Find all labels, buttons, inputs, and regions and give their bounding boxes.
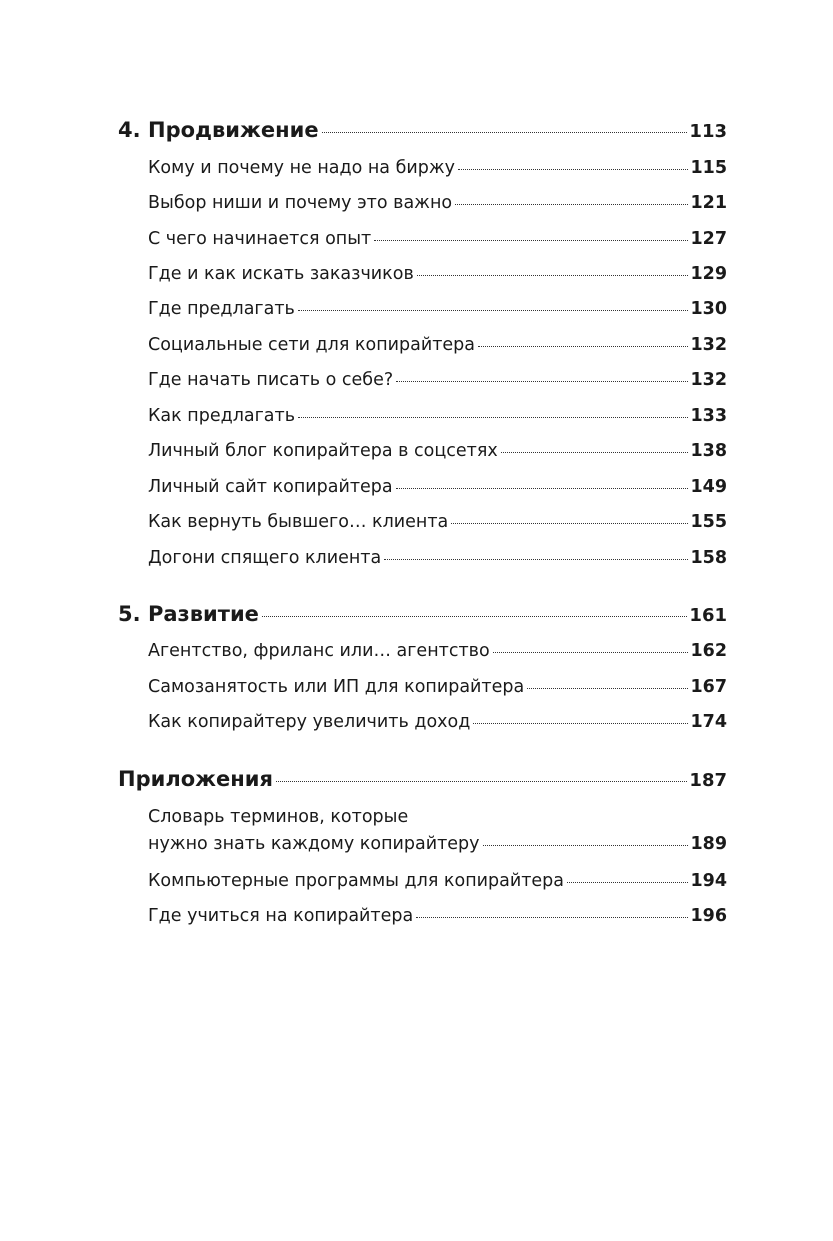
page-number: 155 [690, 512, 727, 532]
page-number: 115 [690, 158, 727, 178]
chapter-number: 5. [118, 602, 141, 626]
dot-leader [501, 452, 689, 453]
entry-title: Социальные сети для копирайтера [148, 335, 476, 355]
page-number: 127 [690, 229, 727, 249]
entry-title: Самозанятость или ИП для копирайтера [148, 677, 525, 697]
toc-chapter-5[interactable] [118, 602, 727, 626]
toc-entry[interactable] [148, 229, 727, 249]
toc-entry[interactable] [148, 264, 727, 284]
entry-title-line-1: Словарь терминов, которые [148, 807, 409, 827]
dot-leader [458, 169, 688, 170]
entry-title: Как предлагать [148, 406, 296, 426]
toc-entry[interactable] [148, 299, 727, 319]
toc-entry[interactable] [148, 806, 727, 854]
entry-title: Выбор ниши и почему это важно [148, 193, 453, 213]
entry-title: Где и как искать заказчиков [148, 264, 414, 284]
toc-entry[interactable] [148, 871, 727, 891]
toc-entry[interactable] [148, 193, 727, 213]
dot-leader [451, 523, 688, 524]
chapter-title: Развитие [148, 602, 259, 626]
toc-entry[interactable] [148, 335, 727, 355]
page-number: 113 [689, 121, 727, 142]
page-number: 196 [690, 906, 727, 926]
dot-leader [396, 381, 688, 382]
page-number: 187 [689, 770, 727, 791]
entry-title: Где учиться на копирайтера [148, 906, 414, 926]
page-number: 174 [690, 712, 727, 732]
page-number: 167 [690, 677, 727, 697]
page-number: 189 [690, 834, 727, 854]
page-number: 158 [690, 548, 727, 568]
page-number: 138 [690, 441, 727, 461]
page-number: 129 [690, 264, 727, 284]
page-number: 132 [690, 335, 727, 355]
dot-leader [478, 346, 688, 347]
entry-title: Где начать писать о себе? [148, 370, 394, 390]
page-number: 161 [689, 605, 727, 626]
entry-title: С чего начинается опыт [148, 229, 372, 249]
toc-entry[interactable] [148, 370, 727, 390]
toc-entry[interactable] [148, 158, 727, 178]
page-number: 133 [690, 406, 727, 426]
toc-entry[interactable] [148, 677, 727, 697]
entry-title: Как вернуть бывшего… клиента [148, 512, 449, 532]
toc-entry[interactable] [148, 548, 727, 568]
dot-leader [276, 781, 687, 782]
dot-leader [396, 488, 689, 489]
toc-entry[interactable] [148, 641, 727, 661]
toc-entry[interactable] [148, 477, 727, 497]
dot-leader [262, 616, 688, 617]
entry-title-line-2: нужно знать каждому копирайтеру [148, 834, 480, 854]
dot-leader [374, 240, 688, 241]
entry-title: Личный сайт копирайтера [148, 477, 393, 497]
toc-entry[interactable] [148, 712, 727, 732]
toc-chapter-appendices[interactable] [118, 767, 727, 791]
chapter-title: Продвижение [148, 118, 319, 142]
toc-entry[interactable] [148, 406, 727, 426]
dot-leader [483, 845, 689, 846]
toc-chapter-4[interactable] [118, 118, 727, 142]
dot-leader [322, 132, 688, 133]
entry-title: Компьютерные программы для копирайтера [148, 871, 565, 891]
chapter-number: 4. [118, 118, 141, 142]
page-number: 121 [690, 193, 727, 213]
dot-leader [473, 723, 688, 724]
entry-title: Как копирайтеру увеличить доход [148, 712, 471, 732]
entry-title: Догони спящего клиента [148, 548, 382, 568]
entry-title: Личный блог копирайтера в соцсетях [148, 441, 498, 461]
dot-leader [416, 917, 688, 918]
entry-title: Агентство, фриланс или… агентство [148, 641, 490, 661]
dot-leader [417, 275, 689, 276]
toc-entry[interactable] [148, 441, 727, 461]
dot-leader [567, 882, 688, 883]
page-number: 132 [690, 370, 727, 390]
toc-entry[interactable] [148, 512, 727, 532]
dot-leader [493, 652, 689, 653]
page-number: 130 [690, 299, 727, 319]
page-number: 149 [690, 477, 727, 497]
dot-leader [298, 417, 688, 418]
entry-title: Где предлагать [148, 299, 295, 319]
dot-leader [384, 559, 688, 560]
chapter-title: Приложения [118, 767, 273, 791]
dot-leader [527, 688, 688, 689]
entry-title: Кому и почему не надо на биржу [148, 158, 455, 178]
dot-leader [455, 204, 688, 205]
dot-leader [298, 310, 689, 311]
page-number: 194 [690, 871, 727, 891]
page-number: 162 [690, 641, 727, 661]
toc-entry[interactable] [148, 906, 727, 926]
